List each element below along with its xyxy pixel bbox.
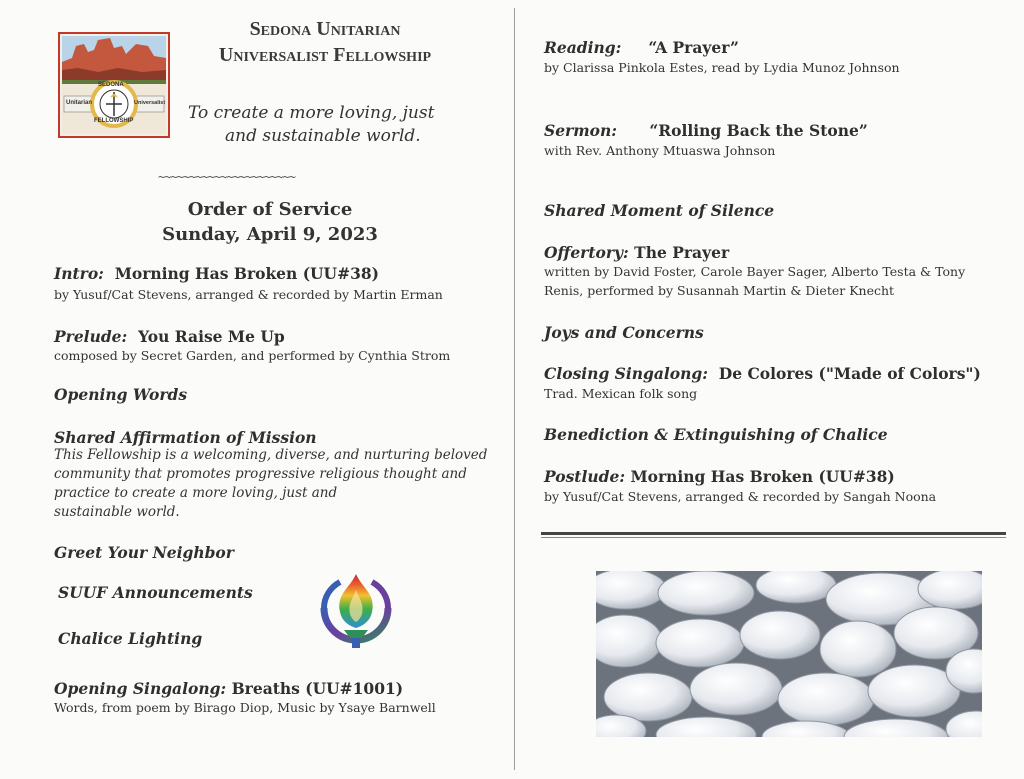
page-fold-divider [514,8,515,770]
page-title: Order of Service [187,199,353,220]
sermon-heading [544,121,868,140]
joys-concerns-heading [544,323,704,342]
reading-heading [544,38,739,57]
prelude-title: You Raise Me Up [138,327,285,346]
benediction-heading [544,425,888,444]
affirmation-line: practice to create a more loving, just and [54,485,338,501]
closing-singalong-title: De Colores ("Made of Colors") [718,364,981,383]
reading-credit: by Clarissa Pinkola Estes, read by Lydia Munoz Johnson [544,60,900,75]
fellowship-logo [58,32,170,138]
intro-label: Intro: [54,264,104,283]
opening-singalong-label: Opening Singalong: [54,679,227,698]
intro-credit: by Yusuf/Cat Stevens, arranged & recorded by Martin Erman [54,287,443,302]
benediction-label: Benediction & Extinguishing of Chalice [544,425,888,444]
chalice-flame-icon [310,568,402,654]
opening-singalong-heading [54,679,403,698]
intro-heading [54,264,379,283]
greet-heading [54,543,234,562]
reading-title: “A Prayer” [648,38,739,57]
affirmation-line: This Fellowship is a welcoming, diverse, and nurturing beloved [54,447,488,463]
logo-left-text: Unitarian [66,100,93,106]
offertory-heading [544,243,729,262]
opening-singalong-credit: Words, from poem by Birago Diop, Music by Ysaye Barnwell [54,700,436,715]
chalice-lighting-label: Chalice Lighting [58,629,203,648]
silence-label: Shared Moment of Silence [544,201,775,220]
announcements-label: SUUF Announcements [58,583,253,602]
section-rule-thin [541,537,1006,538]
postlude-label: Postlude: [544,467,626,486]
opening-words-label: Opening Words [54,385,188,404]
logo-bottom-text: FELLOWSHIP [94,118,134,124]
closing-singalong-label: Closing Singalong: [544,364,708,383]
silence-heading [544,201,774,220]
affirmation-heading [54,428,317,447]
postlude-heading [544,467,895,486]
org-name-line1: Sedona Unitarian [249,18,401,40]
affirmation-text [54,446,494,522]
affirmation-line: community that promotes progressive religious thought and [54,466,467,482]
postlude-title: Morning Has Broken (UU#38) [630,467,895,486]
tilde-divider: ~~~~~~~~~~~~~~~~~~~~~~ [158,170,295,184]
motto-line2: and sustainable world. [225,126,421,146]
section-rule [541,532,1006,535]
logo-top-text: SEDONA [98,82,124,88]
service-date: Sunday, April 9, 2023 [162,224,378,245]
closing-singalong-credit: Trad. Mexican folk song [544,386,698,401]
affirmation-label: Shared Affirmation of Mission [54,428,317,447]
opening-singalong-title: Breaths (UU#1001) [231,679,404,698]
postlude-credit: by Yusuf/Cat Stevens, arranged & recorded by Sangah Noona [544,489,937,504]
logo-right-text: Universalist [134,100,166,106]
prelude-credit: composed by Secret Garden, and performed by Cynthia Strom [54,348,451,363]
joys-concerns-label: Joys and Concerns [544,323,704,342]
stones-photo [596,571,982,737]
prelude-label: Prelude: [54,327,128,346]
offertory-title: The Prayer [634,243,730,262]
prelude-heading [54,327,285,346]
opening-words-heading [54,385,187,404]
reading-label: Reading: [544,38,622,57]
greet-label: Greet Your Neighbor [54,543,234,562]
offertory-label: Offertory: [544,243,629,262]
sermon-label: Sermon: [544,121,617,140]
sermon-title: “Rolling Back the Stone” [649,121,868,140]
announcements-heading [58,583,253,602]
org-name-line2: Universalist Fellowship [218,44,432,66]
closing-singalong-heading [544,364,981,383]
motto-line1: To create a more loving, just [188,103,435,123]
sermon-credit: with Rev. Anthony Mtuaswa Johnson [544,143,776,158]
chalice-lighting-heading [58,629,202,648]
intro-title: Morning Has Broken (UU#38) [114,264,379,283]
affirmation-line: sustainable world. [54,504,180,520]
offertory-credit-line1: written by David Foster, Carole Bayer Sager, Alberto Testa & Tony [544,264,966,279]
offertory-credit-line2: Renis, performed by Susannah Martin & Dieter Knecht [544,283,895,298]
